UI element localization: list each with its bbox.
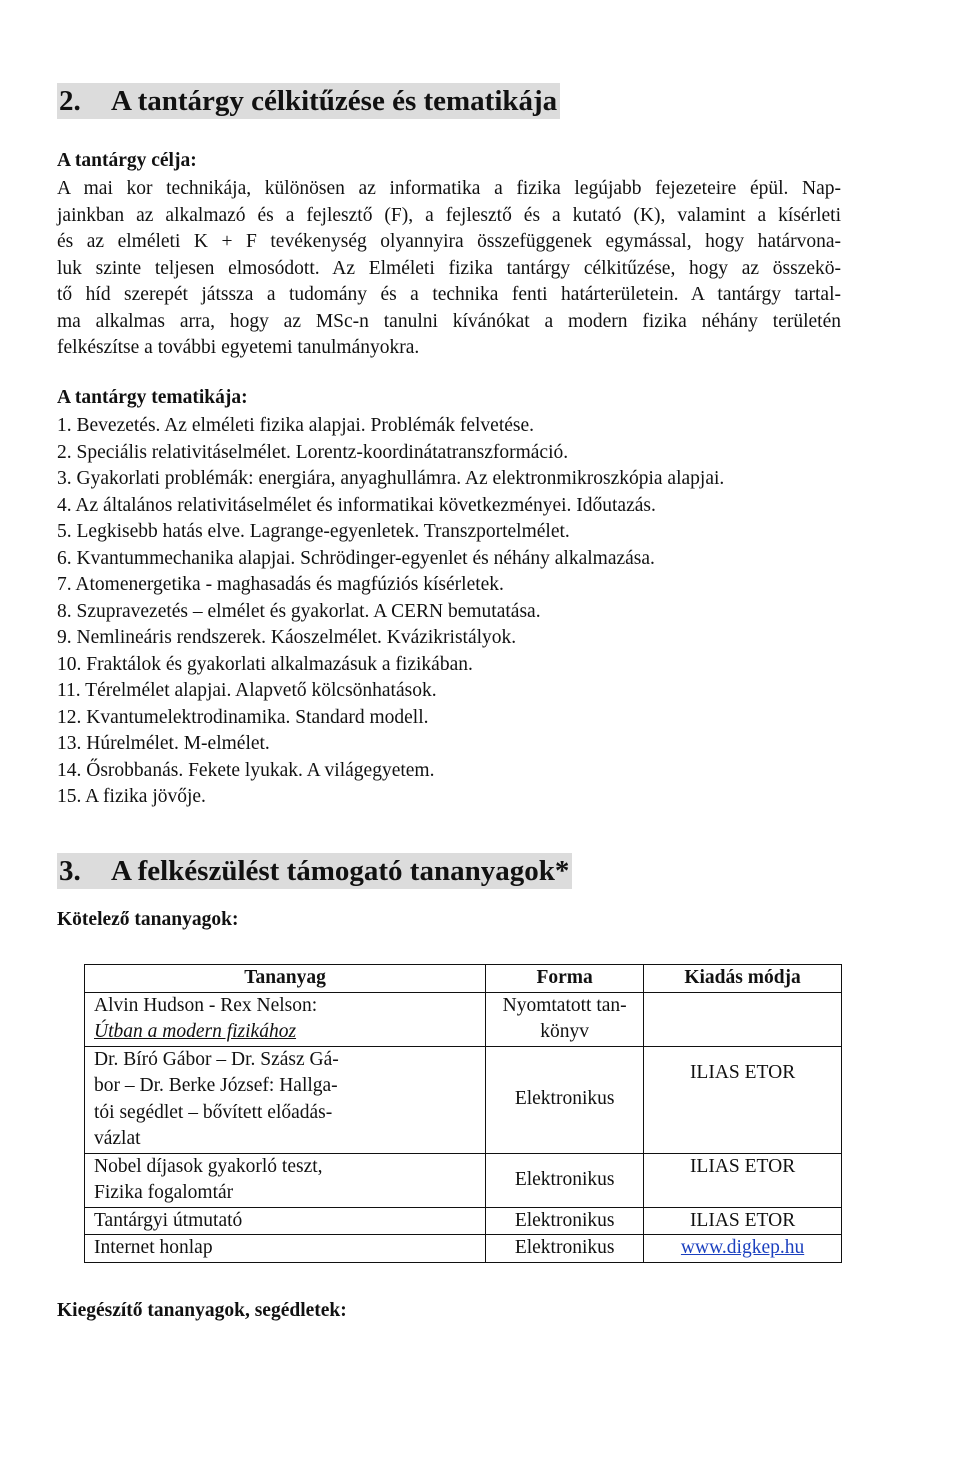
material-publish-cell: ILIAS ETOR xyxy=(644,1153,842,1207)
goal-paragraph xyxy=(57,176,841,362)
section-2-heading xyxy=(57,83,560,119)
section-3-heading xyxy=(57,853,572,889)
material-form-cell: Elektronikus xyxy=(486,1207,644,1235)
table-row xyxy=(85,1046,842,1153)
material-form-cell: Elektronikus xyxy=(486,1046,644,1153)
material-form-cell xyxy=(486,992,644,1046)
topic-item: 3. Gyakorlati problémák: energiára, anyaghullámra. Az elektronmikroszkópia alapjai. xyxy=(57,468,725,489)
material-title-cell xyxy=(85,1153,486,1207)
supplementary-materials-heading: Kiegészítő tananyagok, segédletek: xyxy=(57,1300,347,1321)
goal-line: ma alkalmas arra, hogy az MSc-n tanulni kívánókat a modern fizika néhány területén xyxy=(57,310,841,332)
material-title-line: Dr. Bíró Gábor – Dr. Szász Gá- xyxy=(94,1048,339,1070)
material-title-line: vázlat xyxy=(94,1128,141,1149)
topic-item: 5. Legkisebb hatás elve. Lagrange-egyenletek. Transzportelmélet. xyxy=(57,521,570,542)
section-2-number: 2. xyxy=(59,85,81,117)
goal-line: felkészítse a további egyetemi tanulmányokra. xyxy=(57,337,420,358)
section-3-title: A felkészülést támogató tananyagok* xyxy=(111,855,570,887)
material-form-cell: Elektronikus xyxy=(486,1153,644,1207)
topic-item: 9. Nemlineáris rendszerek. Káoszelmélet. Kvázikristályok. xyxy=(57,627,517,648)
material-author: Alvin Hudson - Rex Nelson: xyxy=(94,994,318,1016)
material-title-line: tói segédlet – bővített előadás- xyxy=(94,1101,333,1123)
material-title-cell xyxy=(85,992,486,1046)
col-header-publish: Kiadás módja xyxy=(644,965,842,993)
material-title-line: Fizika fogalomtár xyxy=(94,1182,234,1203)
goal-line: A mai kor technikája, különösen az informatika a fizika legújabb fejezeteire épül. Nap- xyxy=(57,178,841,199)
col-header-material: Tananyag xyxy=(85,965,486,993)
topic-item: 8. Szupravezetés – elmélet és gyakorlat. A CERN bemutatása. xyxy=(57,600,541,622)
topic-item: 12. Kvantumelektrodinamika. Standard modell. xyxy=(57,706,429,728)
material-book-title: Útban a modern fizikához xyxy=(94,1021,297,1042)
table-row xyxy=(85,1207,842,1235)
topic-item: 4. Az általános relativitáselmélet és informatikai következményei. Időutazás. xyxy=(57,494,656,516)
material-title-cell: Tantárgyi útmutató xyxy=(85,1207,486,1235)
topic-item: 1. Bevezetés. Az elméleti fizika alapjai. Problémák felvetése. xyxy=(57,415,535,436)
table-row xyxy=(85,1235,842,1263)
material-title-line: bor – Dr. Berke József: Hallga- xyxy=(94,1075,338,1096)
material-form-line: Nyomtatott tan- xyxy=(502,994,627,1016)
topics-heading: A tantárgy tematikája: xyxy=(57,387,248,408)
material-title-line: Nobel díjasok gyakorló teszt, xyxy=(94,1155,323,1177)
col-header-form: Forma xyxy=(486,965,644,993)
topic-item: 7. Atomenergetika - maghasadás és magfúziós kísérletek. xyxy=(57,574,504,595)
goal-line: luk szinte teljesen elmosódott. Az Elméleti fizika tantárgy célkitűzése, hogy az összekö- xyxy=(57,257,841,279)
goal-line: jainkban az alkalmazó és a fejlesztő (F), a fejlesztő és a kutató (K), valamint a kísérleti xyxy=(57,204,841,226)
table-row xyxy=(85,992,842,1046)
required-materials-heading: Kötelező tananyagok: xyxy=(57,909,239,930)
material-publish-cell xyxy=(644,992,842,1046)
section-2-title: A tantárgy célkitűzése és tematikája xyxy=(111,85,558,117)
goal-line: és az elméleti K + F tevékenység olyannyira összefüggenek egymással, hogy határvona- xyxy=(57,231,841,252)
material-publish-cell: ILIAS ETOR xyxy=(644,1207,842,1235)
material-publish-cell: ILIAS ETOR xyxy=(644,1046,842,1153)
material-form-line: könyv xyxy=(540,1021,590,1042)
topic-item: 15. A fizika jövője. xyxy=(57,786,206,807)
table-row xyxy=(85,1153,842,1207)
topic-item: 14. Ősrobbanás. Fekete lyukak. A világegyetem. xyxy=(57,759,435,781)
materials-table xyxy=(84,964,842,1263)
table-header-row xyxy=(85,965,842,993)
topic-item: 2. Speciális relativitáselmélet. Lorentz-koordinátatranszformáció. xyxy=(57,441,569,463)
material-title-cell xyxy=(85,1046,486,1153)
topic-item: 6. Kvantummechanika alapjai. Schrödinger-egyenlet és néhány alkalmazása. xyxy=(57,547,655,569)
topic-item: 10. Fraktálok és gyakorlati alkalmazásuk a fizikában. xyxy=(57,653,473,675)
material-publish-cell xyxy=(644,1235,842,1263)
website-link[interactable]: www.digkep.hu xyxy=(680,1237,805,1258)
topic-item: 11. Térelmélet alapjai. Alapvető kölcsönhatások. xyxy=(57,680,437,701)
material-title-cell: Internet honlap xyxy=(85,1235,486,1263)
topics-list xyxy=(57,413,877,811)
goal-heading: A tantárgy célja: xyxy=(57,150,197,171)
topic-item: 13. Húrelmélet. M-elmélet. xyxy=(57,733,270,754)
section-3-number: 3. xyxy=(59,855,81,887)
goal-line: tő híd szerepét játssza a tudomány és a technika fenti határterületein. A tantárgy tartal- xyxy=(57,284,841,305)
material-form-cell: Elektronikus xyxy=(486,1235,644,1263)
